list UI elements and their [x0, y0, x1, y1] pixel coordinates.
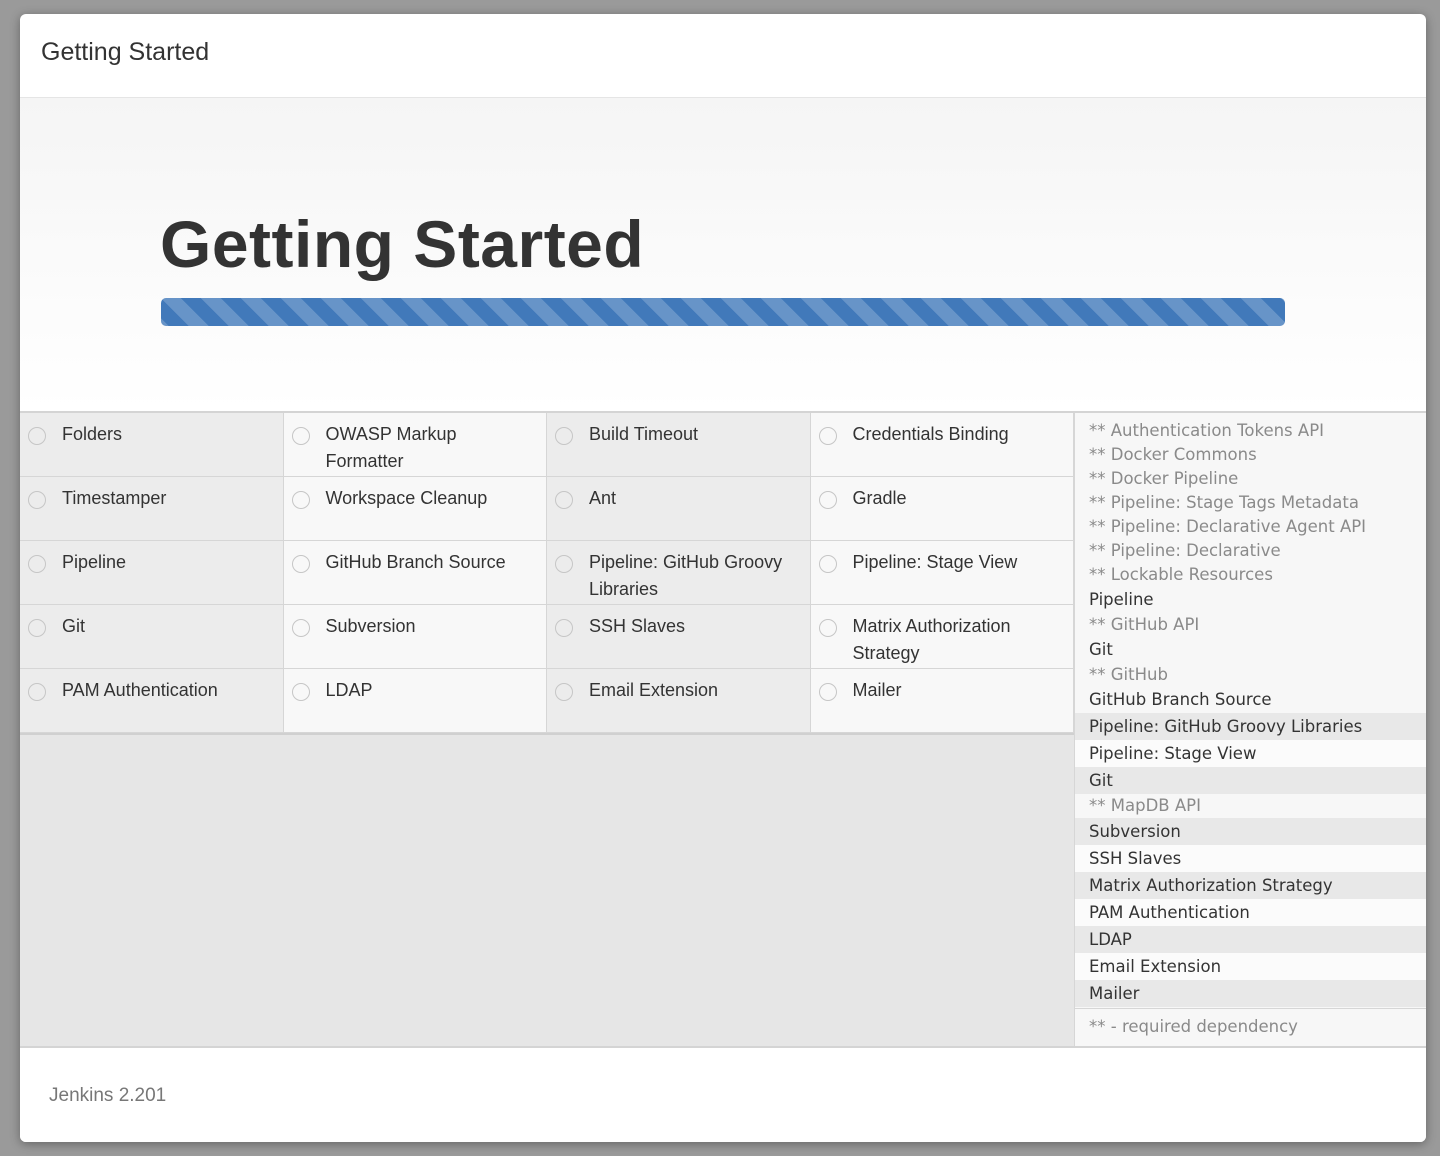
log-dependency-item: ** Lockable Resources [1089, 565, 1273, 584]
plugin-status-icon [555, 491, 573, 509]
plugin-item [20, 541, 284, 605]
setup-wizard-dialog [20, 14, 1426, 1142]
log-plugin-item: Email Extension [1075, 953, 1426, 980]
log-dependency-item: ** Pipeline: Stage Tags Metadata [1089, 493, 1359, 512]
plugin-name: Git [62, 616, 86, 636]
plugin-name: Credentials Binding [852, 424, 1009, 444]
log-plugin-item: PAM Authentication [1075, 899, 1426, 926]
plugin-item [547, 477, 811, 541]
plugin-status-icon [555, 427, 573, 445]
plugin-status-icon [555, 555, 573, 573]
log-plugin-item: Pipeline [1089, 590, 1154, 609]
log-dependency-item: ** Pipeline: Declarative [1089, 541, 1281, 560]
plugin-status-icon [28, 427, 46, 445]
log-dependency-item: ** MapDB API [1089, 796, 1201, 815]
plugin-status-icon [292, 683, 310, 701]
plugin-grid-divider [20, 733, 1074, 735]
plugin-item [811, 413, 1075, 477]
install-progress-bar [161, 298, 1285, 326]
log-plugin-item: Pipeline: Stage View [1075, 740, 1426, 767]
plugin-status-icon [28, 619, 46, 637]
plugin-status-icon [292, 555, 310, 573]
plugin-status-icon [28, 491, 46, 509]
plugin-name: PAM Authentication [62, 680, 218, 700]
install-log-panel[interactable] [1074, 413, 1426, 1046]
log-dependency-item: ** Docker Pipeline [1089, 469, 1239, 488]
plugin-name: Pipeline [62, 552, 127, 572]
plugin-name: GitHub Branch Source [325, 552, 506, 572]
plugin-status-icon [819, 427, 837, 445]
plugin-status-icon [28, 683, 46, 701]
plugin-item [811, 541, 1075, 605]
plugin-name: Pipeline: Stage View [852, 552, 1018, 572]
plugin-name: LDAP [325, 680, 373, 700]
log-plugin-item: LDAP [1075, 926, 1426, 953]
plugin-item [284, 477, 548, 541]
plugin-name: Timestamper [62, 488, 167, 508]
plugin-item [811, 605, 1075, 669]
plugin-item [20, 669, 284, 733]
install-log-legend: ** - required dependency [1075, 1008, 1426, 1046]
plugin-name: Matrix Authorization Strategy [852, 616, 1011, 663]
plugin-status-icon [555, 683, 573, 701]
plugin-status-icon [28, 555, 46, 573]
log-plugin-item: Matrix Authorization Strategy [1075, 872, 1426, 899]
log-plugin-item: Git [1089, 640, 1113, 659]
plugin-item [284, 669, 548, 733]
plugin-name: Folders [62, 424, 123, 444]
log-dependency-item: ** Pipeline: Declarative Agent API [1089, 517, 1367, 536]
plugin-item [284, 541, 548, 605]
plugin-name: Workspace Cleanup [325, 488, 488, 508]
plugin-item [811, 477, 1075, 541]
plugin-name: Build Timeout [589, 424, 699, 444]
log-plugin-item: Subversion [1075, 818, 1426, 845]
plugin-status-icon [819, 491, 837, 509]
plugin-name: Ant [589, 488, 617, 508]
plugin-name: OWASP Markup Formatter [325, 424, 457, 471]
modal-title: Getting Started [41, 38, 210, 66]
install-log-list [1075, 413, 1426, 1007]
plugin-status-icon [292, 427, 310, 445]
plugin-item [20, 605, 284, 669]
page-title: Getting Started [160, 207, 645, 281]
plugin-status-icon [819, 619, 837, 637]
install-progress-fill [161, 298, 1285, 326]
log-dependency-item: ** Docker Commons [1089, 445, 1257, 464]
plugin-item [547, 413, 811, 477]
plugin-status-icon [819, 555, 837, 573]
plugin-item [811, 669, 1075, 733]
plugin-name: Email Extension [589, 680, 719, 700]
plugin-name: Pipeline: GitHub Groovy Libraries [589, 552, 783, 599]
log-plugin-item: GitHub Branch Source [1089, 690, 1272, 709]
install-content [20, 413, 1426, 1046]
plugin-item [284, 605, 548, 669]
plugin-item [547, 541, 811, 605]
plugin-name: SSH Slaves [589, 616, 686, 636]
plugin-grid [20, 413, 1074, 733]
log-plugin-item: SSH Slaves [1075, 845, 1426, 872]
log-plugin-item: Git [1075, 767, 1426, 794]
plugin-status-icon [292, 619, 310, 637]
plugin-status-icon [555, 619, 573, 637]
plugin-item [547, 605, 811, 669]
plugin-item [547, 669, 811, 733]
modal-footer [20, 1046, 1426, 1142]
log-plugin-item: Mailer [1075, 980, 1426, 1007]
plugin-name: Mailer [852, 680, 902, 700]
log-dependency-item: ** GitHub API [1089, 615, 1200, 634]
log-plugin-item: Pipeline: GitHub Groovy Libraries [1075, 713, 1426, 740]
plugin-item [20, 477, 284, 541]
log-dependency-item: ** GitHub [1089, 665, 1168, 684]
plugin-status-icon [292, 491, 310, 509]
plugin-name: Gradle [852, 488, 907, 508]
jenkins-version: Jenkins 2.201 [49, 1085, 167, 1106]
log-dependency-item: ** Authentication Tokens API [1089, 421, 1325, 440]
plugin-item [284, 413, 548, 477]
modal-header [20, 14, 1426, 98]
jumbotron [20, 98, 1426, 413]
plugin-item [20, 413, 284, 477]
plugin-status-icon [819, 683, 837, 701]
plugin-name: Subversion [325, 616, 416, 636]
